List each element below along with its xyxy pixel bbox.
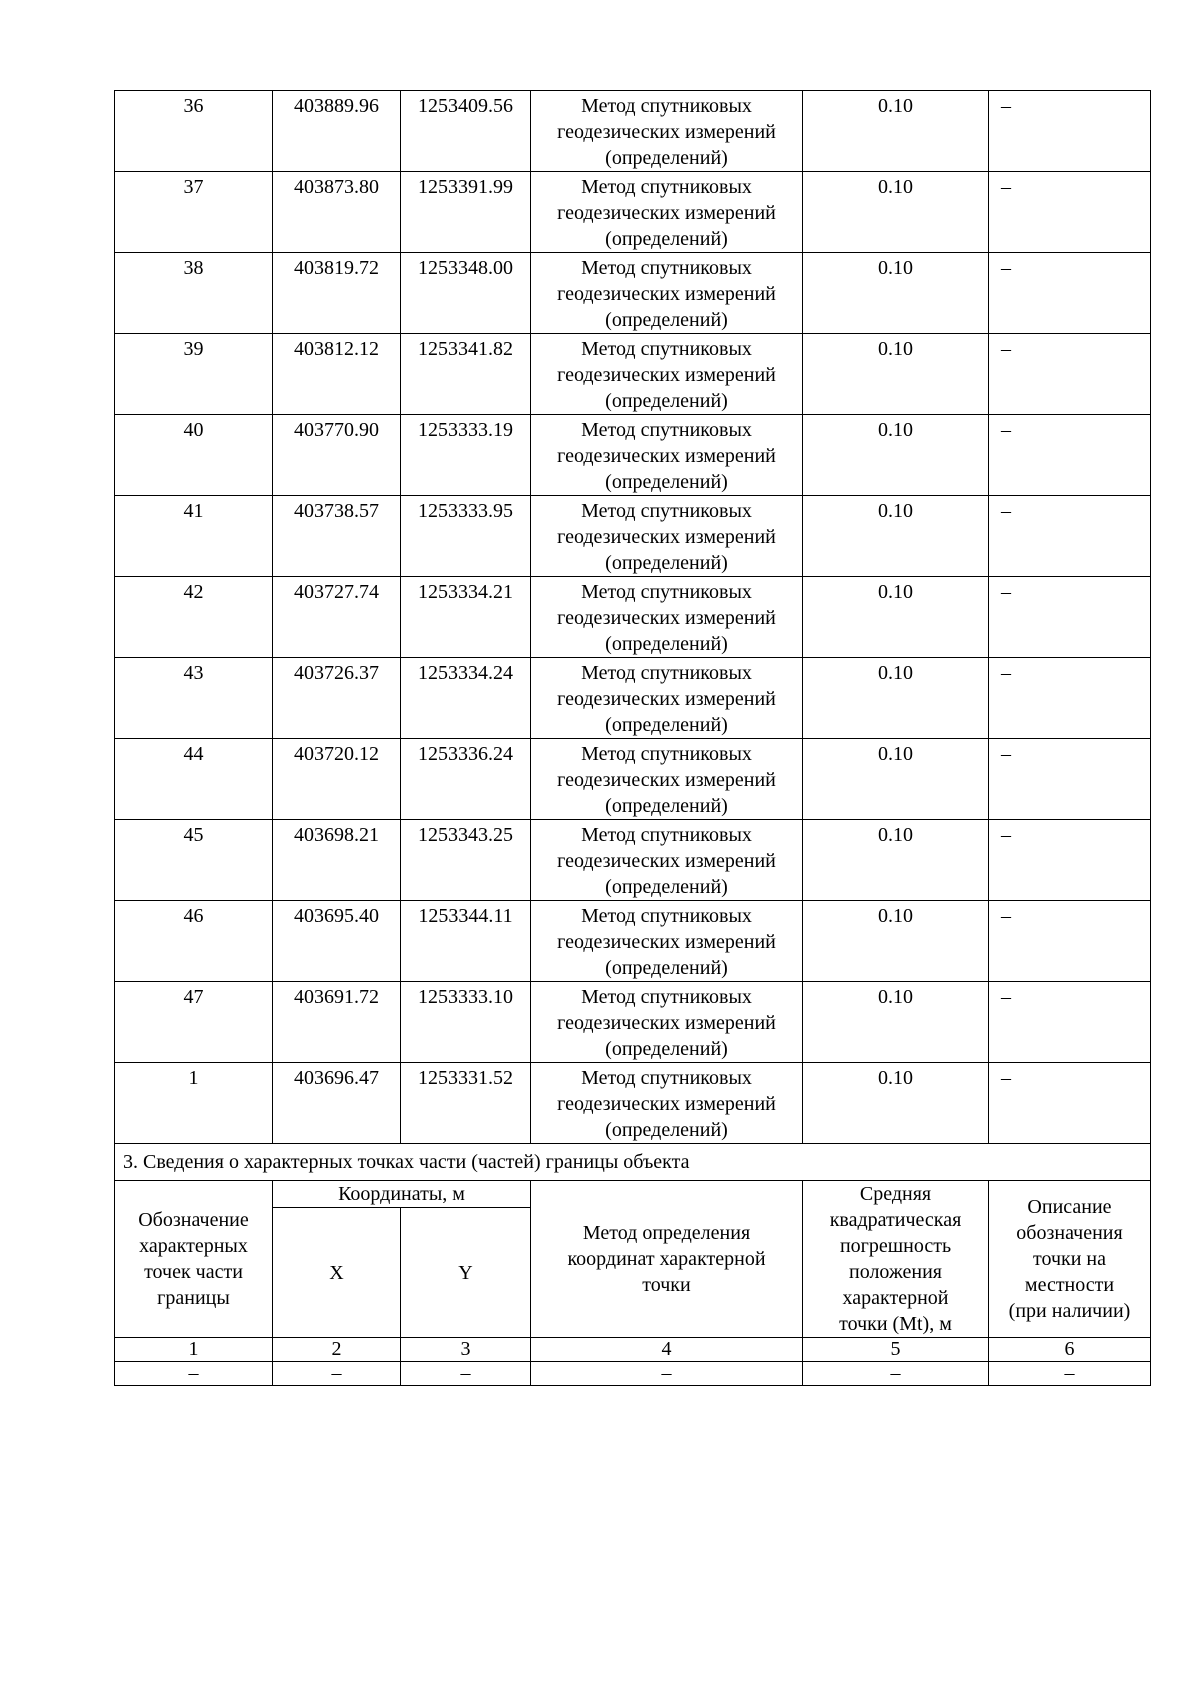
y-coordinate-cell: 1253333.19 <box>401 415 531 496</box>
method-cell <box>531 334 803 415</box>
x-coordinate-cell: 403812.12 <box>273 334 401 415</box>
method-line: Метод спутниковых <box>581 824 752 846</box>
method-line: Метод спутниковых <box>581 338 752 360</box>
header-line: границы <box>157 1287 230 1309</box>
header-line: Метод определения <box>582 1222 751 1244</box>
y-coordinate-cell: 1253334.24 <box>401 658 531 739</box>
header-line: точки (Mt), м <box>839 1313 952 1335</box>
method-line: (определений) <box>605 1119 728 1141</box>
point-id-cell: 42 <box>115 577 273 658</box>
empty-cell: – <box>803 1362 989 1386</box>
method-line: геодезических измерений <box>557 121 776 143</box>
method-cell <box>531 982 803 1063</box>
table-row <box>115 172 1151 253</box>
method-line: Метод спутниковых <box>581 95 752 117</box>
y-coordinate-cell: 1253343.25 <box>401 820 531 901</box>
method-line: геодезических измерений <box>557 1093 776 1115</box>
method-cell <box>531 901 803 982</box>
header-line: координат характерной <box>567 1248 766 1270</box>
y-coordinate-cell: 1253333.10 <box>401 982 531 1063</box>
header-line: квадратическая <box>829 1209 962 1231</box>
method-line: геодезических измерений <box>557 202 776 224</box>
method-cell <box>531 577 803 658</box>
empty-row <box>115 1362 1151 1386</box>
description-cell: – <box>989 334 1151 415</box>
method-line: Метод спутниковых <box>581 500 752 522</box>
empty-cell: – <box>401 1362 531 1386</box>
method-line: геодезических измерений <box>557 688 776 710</box>
x-coordinate-cell: 403738.57 <box>273 496 401 577</box>
header-line: местности <box>1024 1274 1115 1296</box>
header-line: погрешность <box>839 1235 952 1257</box>
header-line: положения <box>849 1261 942 1283</box>
accuracy-cell: 0.10 <box>803 982 989 1063</box>
point-id-cell: 40 <box>115 415 273 496</box>
method-cell <box>531 658 803 739</box>
method-line: геодезических измерений <box>557 607 776 629</box>
accuracy-cell: 0.10 <box>803 577 989 658</box>
empty-cell: – <box>273 1362 401 1386</box>
method-cell <box>531 739 803 820</box>
method-line: (определений) <box>605 390 728 412</box>
x-coordinate-cell: 403873.80 <box>273 172 401 253</box>
designation-header <box>115 1181 273 1338</box>
method-line: (определений) <box>605 1038 728 1060</box>
description-cell: – <box>989 658 1151 739</box>
method-line: Метод спутниковых <box>581 905 752 927</box>
method-line: геодезических измерений <box>557 850 776 872</box>
method-line: (определений) <box>605 795 728 817</box>
accuracy-cell: 0.10 <box>803 91 989 172</box>
column-number: 4 <box>531 1338 803 1362</box>
table-row <box>115 658 1151 739</box>
method-line: геодезических измерений <box>557 283 776 305</box>
method-line: Метод спутниковых <box>581 176 752 198</box>
x-coordinate-cell: 403770.90 <box>273 415 401 496</box>
description-cell: – <box>989 253 1151 334</box>
method-line: геодезических измерений <box>557 526 776 548</box>
y-coordinate-cell: 1253409.56 <box>401 91 531 172</box>
method-line: (определений) <box>605 876 728 898</box>
point-id-cell: 37 <box>115 172 273 253</box>
description-header <box>989 1181 1151 1338</box>
boundary-points-table <box>114 90 1151 1386</box>
empty-cell: – <box>531 1362 803 1386</box>
method-line: (определений) <box>605 309 728 331</box>
method-line: (определений) <box>605 228 728 250</box>
x-header: X <box>273 1208 401 1338</box>
x-coordinate-cell: 403696.47 <box>273 1063 401 1144</box>
column-number: 3 <box>401 1338 531 1362</box>
table-row <box>115 1063 1151 1144</box>
method-line: Метод спутниковых <box>581 581 752 603</box>
y-coordinate-cell: 1253391.99 <box>401 172 531 253</box>
method-line: геодезических измерений <box>557 769 776 791</box>
header-line: Средняя <box>859 1183 932 1205</box>
method-line: геодезических измерений <box>557 445 776 467</box>
method-cell <box>531 820 803 901</box>
description-cell: – <box>989 91 1151 172</box>
column-number: 6 <box>989 1338 1151 1362</box>
x-coordinate-cell: 403691.72 <box>273 982 401 1063</box>
method-line: геодезических измерений <box>557 364 776 386</box>
points-table-body <box>115 91 1151 1144</box>
x-coordinate-cell: 403698.21 <box>273 820 401 901</box>
description-cell: – <box>989 901 1151 982</box>
header-line: точки на <box>1032 1248 1107 1270</box>
header-line: Обозначение <box>138 1209 249 1231</box>
description-cell: – <box>989 415 1151 496</box>
header-line: характерной <box>842 1287 949 1309</box>
y-header: Y <box>401 1208 531 1338</box>
accuracy-cell: 0.10 <box>803 658 989 739</box>
table-row <box>115 253 1151 334</box>
table-row <box>115 496 1151 577</box>
point-id-cell: 36 <box>115 91 273 172</box>
coordinates-header: Координаты, м <box>273 1181 531 1208</box>
method-cell <box>531 91 803 172</box>
accuracy-cell: 0.10 <box>803 820 989 901</box>
y-coordinate-cell: 1253336.24 <box>401 739 531 820</box>
point-id-cell: 1 <box>115 1063 273 1144</box>
method-line: (определений) <box>605 147 728 169</box>
method-line: (определений) <box>605 633 728 655</box>
method-line: Метод спутниковых <box>581 419 752 441</box>
accuracy-cell: 0.10 <box>803 415 989 496</box>
x-coordinate-cell: 403819.72 <box>273 253 401 334</box>
point-id-cell: 39 <box>115 334 273 415</box>
section3-block <box>115 1144 1151 1386</box>
x-coordinate-cell: 403695.40 <box>273 901 401 982</box>
header-line: характерных <box>139 1235 248 1257</box>
method-cell <box>531 1063 803 1144</box>
point-id-cell: 46 <box>115 901 273 982</box>
method-header <box>531 1181 803 1338</box>
method-line: (определений) <box>605 552 728 574</box>
y-coordinate-cell: 1253333.95 <box>401 496 531 577</box>
method-line: Метод спутниковых <box>581 743 752 765</box>
section-title: 3. Сведения о характерных точках части (частей) границы объекта <box>115 1144 1151 1181</box>
description-cell: – <box>989 496 1151 577</box>
method-line: геодезических измерений <box>557 1012 776 1034</box>
method-line: Метод спутниковых <box>581 986 752 1008</box>
accuracy-cell: 0.10 <box>803 253 989 334</box>
method-cell <box>531 253 803 334</box>
column-number: 5 <box>803 1338 989 1362</box>
description-cell: – <box>989 820 1151 901</box>
table-row <box>115 820 1151 901</box>
table-row <box>115 982 1151 1063</box>
header-line: точек части <box>144 1261 243 1283</box>
description-cell: – <box>989 577 1151 658</box>
accuracy-cell: 0.10 <box>803 1063 989 1144</box>
header-line: точки <box>642 1274 691 1296</box>
point-id-cell: 44 <box>115 739 273 820</box>
empty-cell: – <box>989 1362 1151 1386</box>
empty-cell: – <box>115 1362 273 1386</box>
y-coordinate-cell: 1253344.11 <box>401 901 531 982</box>
description-cell: – <box>989 172 1151 253</box>
description-cell: – <box>989 982 1151 1063</box>
x-coordinate-cell: 403727.74 <box>273 577 401 658</box>
table-row <box>115 577 1151 658</box>
x-coordinate-cell: 403889.96 <box>273 91 401 172</box>
y-coordinate-cell: 1253331.52 <box>401 1063 531 1144</box>
header-line: Описание <box>1027 1196 1112 1218</box>
method-line: (определений) <box>605 714 728 736</box>
description-cell: – <box>989 739 1151 820</box>
method-line: Метод спутниковых <box>581 257 752 279</box>
table-row <box>115 739 1151 820</box>
point-id-cell: 41 <box>115 496 273 577</box>
method-cell <box>531 496 803 577</box>
point-id-cell: 45 <box>115 820 273 901</box>
y-coordinate-cell: 1253334.21 <box>401 577 531 658</box>
method-line: Метод спутниковых <box>581 662 752 684</box>
x-coordinate-cell: 403726.37 <box>273 658 401 739</box>
accuracy-cell: 0.10 <box>803 901 989 982</box>
method-cell <box>531 172 803 253</box>
x-coordinate-cell: 403720.12 <box>273 739 401 820</box>
method-line: геодезических измерений <box>557 931 776 953</box>
accuracy-cell: 0.10 <box>803 334 989 415</box>
header-line: (при наличии) <box>1008 1300 1131 1322</box>
table-row <box>115 334 1151 415</box>
description-cell: – <box>989 1063 1151 1144</box>
header-line: обозначения <box>1016 1222 1123 1244</box>
column-number: 2 <box>273 1338 401 1362</box>
column-numbers-row <box>115 1338 1151 1362</box>
table-row <box>115 901 1151 982</box>
accuracy-cell: 0.10 <box>803 739 989 820</box>
point-id-cell: 38 <box>115 253 273 334</box>
y-coordinate-cell: 1253348.00 <box>401 253 531 334</box>
method-cell <box>531 415 803 496</box>
accuracy-cell: 0.10 <box>803 496 989 577</box>
table-row <box>115 415 1151 496</box>
method-line: Метод спутниковых <box>581 1067 752 1089</box>
method-line: (определений) <box>605 471 728 493</box>
accuracy-header <box>803 1181 989 1338</box>
accuracy-cell: 0.10 <box>803 172 989 253</box>
column-number: 1 <box>115 1338 273 1362</box>
y-coordinate-cell: 1253341.82 <box>401 334 531 415</box>
table-row <box>115 91 1151 172</box>
point-id-cell: 47 <box>115 982 273 1063</box>
method-line: (определений) <box>605 957 728 979</box>
point-id-cell: 43 <box>115 658 273 739</box>
